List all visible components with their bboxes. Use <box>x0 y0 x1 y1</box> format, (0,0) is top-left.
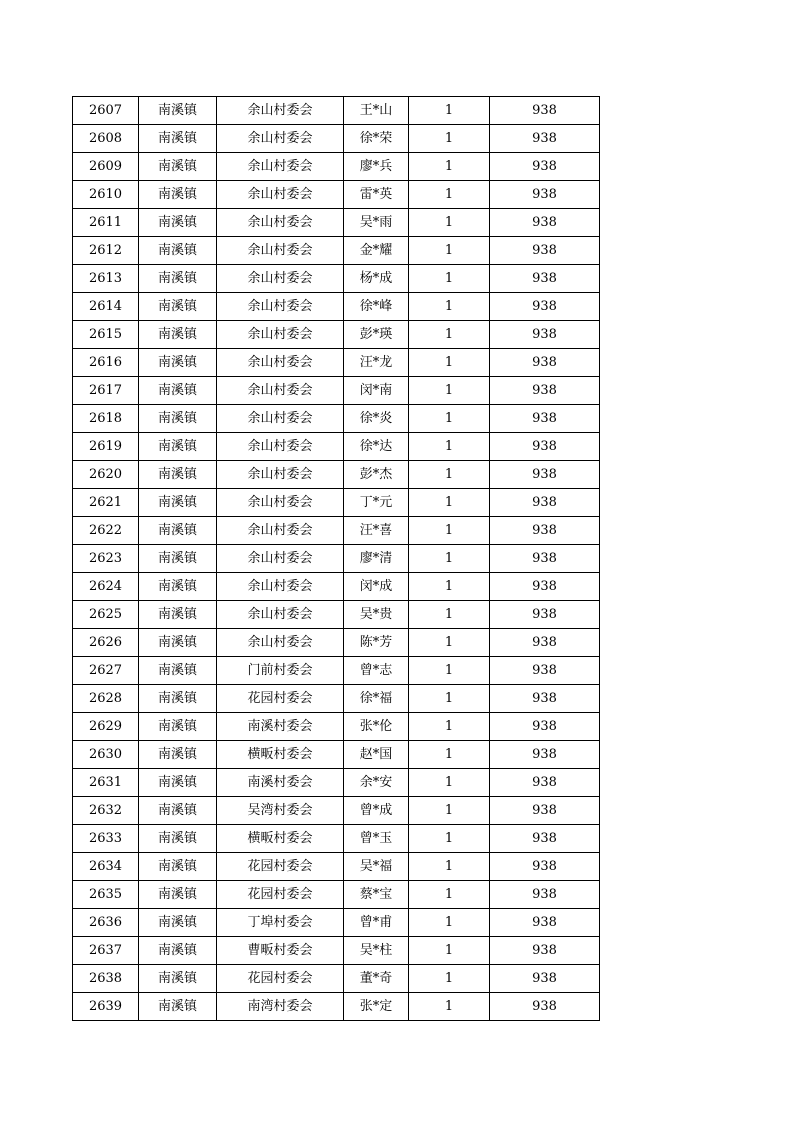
amount-cell: 938 <box>490 433 600 461</box>
amount-cell: 938 <box>490 405 600 433</box>
town-cell: 南溪镇 <box>139 209 217 237</box>
person-name-cell: 汪*龙 <box>344 349 409 377</box>
village-committee-cell: 横畈村委会 <box>217 741 344 769</box>
village-committee-cell: 花园村委会 <box>217 881 344 909</box>
count-cell: 1 <box>409 97 490 125</box>
amount-cell: 938 <box>490 461 600 489</box>
table-row <box>73 881 600 909</box>
village-committee-cell: 南溪村委会 <box>217 769 344 797</box>
village-committee-cell: 余山村委会 <box>217 125 344 153</box>
person-name-cell: 吴*柱 <box>344 937 409 965</box>
table-row <box>73 237 600 265</box>
village-committee-cell: 余山村委会 <box>217 433 344 461</box>
count-cell: 1 <box>409 937 490 965</box>
town-cell: 南溪镇 <box>139 657 217 685</box>
amount-cell: 938 <box>490 601 600 629</box>
row-number-cell: 2624 <box>73 573 139 601</box>
count-cell: 1 <box>409 265 490 293</box>
count-cell: 1 <box>409 881 490 909</box>
row-number-cell: 2638 <box>73 965 139 993</box>
table-row <box>73 965 600 993</box>
count-cell: 1 <box>409 517 490 545</box>
table-row <box>73 349 600 377</box>
person-name-cell: 曾*志 <box>344 657 409 685</box>
table-row <box>73 209 600 237</box>
table-row <box>73 293 600 321</box>
amount-cell: 938 <box>490 209 600 237</box>
amount-cell: 938 <box>490 573 600 601</box>
town-cell: 南溪镇 <box>139 685 217 713</box>
person-name-cell: 董*奇 <box>344 965 409 993</box>
count-cell: 1 <box>409 965 490 993</box>
row-number-cell: 2629 <box>73 713 139 741</box>
person-name-cell: 丁*元 <box>344 489 409 517</box>
town-cell: 南溪镇 <box>139 769 217 797</box>
amount-cell: 938 <box>490 545 600 573</box>
town-cell: 南溪镇 <box>139 881 217 909</box>
person-name-cell: 张*伦 <box>344 713 409 741</box>
town-cell: 南溪镇 <box>139 265 217 293</box>
amount-cell: 938 <box>490 181 600 209</box>
table-row <box>73 153 600 181</box>
amount-cell: 938 <box>490 293 600 321</box>
table-row <box>73 405 600 433</box>
town-cell: 南溪镇 <box>139 377 217 405</box>
amount-cell: 938 <box>490 937 600 965</box>
amount-cell: 938 <box>490 97 600 125</box>
table-row <box>73 797 600 825</box>
count-cell: 1 <box>409 209 490 237</box>
row-number-cell: 2607 <box>73 97 139 125</box>
row-number-cell: 2618 <box>73 405 139 433</box>
table-row <box>73 629 600 657</box>
person-name-cell: 吴*贵 <box>344 601 409 629</box>
row-number-cell: 2630 <box>73 741 139 769</box>
village-committee-cell: 余山村委会 <box>217 265 344 293</box>
town-cell: 南溪镇 <box>139 573 217 601</box>
count-cell: 1 <box>409 405 490 433</box>
count-cell: 1 <box>409 769 490 797</box>
town-cell: 南溪镇 <box>139 993 217 1021</box>
village-committee-cell: 余山村委会 <box>217 461 344 489</box>
row-number-cell: 2627 <box>73 657 139 685</box>
table-row <box>73 545 600 573</box>
table-row <box>73 657 600 685</box>
row-number-cell: 2631 <box>73 769 139 797</box>
table-row <box>73 125 600 153</box>
row-number-cell: 2621 <box>73 489 139 517</box>
row-number-cell: 2609 <box>73 153 139 181</box>
row-number-cell: 2625 <box>73 601 139 629</box>
table-row <box>73 825 600 853</box>
row-number-cell: 2636 <box>73 909 139 937</box>
row-number-cell: 2619 <box>73 433 139 461</box>
amount-cell: 938 <box>490 265 600 293</box>
village-committee-cell: 余山村委会 <box>217 517 344 545</box>
town-cell: 南溪镇 <box>139 629 217 657</box>
town-cell: 南溪镇 <box>139 601 217 629</box>
village-committee-cell: 余山村委会 <box>217 489 344 517</box>
row-number-cell: 2613 <box>73 265 139 293</box>
count-cell: 1 <box>409 377 490 405</box>
row-number-cell: 2617 <box>73 377 139 405</box>
row-number-cell: 2635 <box>73 881 139 909</box>
count-cell: 1 <box>409 153 490 181</box>
person-name-cell: 陈*芳 <box>344 629 409 657</box>
table-row <box>73 433 600 461</box>
village-committee-cell: 余山村委会 <box>217 181 344 209</box>
town-cell: 南溪镇 <box>139 517 217 545</box>
row-number-cell: 2614 <box>73 293 139 321</box>
amount-cell: 938 <box>490 517 600 545</box>
row-number-cell: 2626 <box>73 629 139 657</box>
amount-cell: 938 <box>490 657 600 685</box>
town-cell: 南溪镇 <box>139 97 217 125</box>
table-row <box>73 489 600 517</box>
village-committee-cell: 余山村委会 <box>217 545 344 573</box>
village-committee-cell: 余山村委会 <box>217 573 344 601</box>
village-committee-cell: 门前村委会 <box>217 657 344 685</box>
town-cell: 南溪镇 <box>139 321 217 349</box>
row-number-cell: 2612 <box>73 237 139 265</box>
amount-cell: 938 <box>490 713 600 741</box>
count-cell: 1 <box>409 657 490 685</box>
table-row <box>73 909 600 937</box>
town-cell: 南溪镇 <box>139 433 217 461</box>
amount-cell: 938 <box>490 881 600 909</box>
person-name-cell: 杨*成 <box>344 265 409 293</box>
count-cell: 1 <box>409 601 490 629</box>
town-cell: 南溪镇 <box>139 181 217 209</box>
village-committee-cell: 余山村委会 <box>217 349 344 377</box>
amount-cell: 938 <box>490 153 600 181</box>
row-number-cell: 2615 <box>73 321 139 349</box>
count-cell: 1 <box>409 125 490 153</box>
town-cell: 南溪镇 <box>139 909 217 937</box>
village-committee-cell: 曹畈村委会 <box>217 937 344 965</box>
town-cell: 南溪镇 <box>139 237 217 265</box>
count-cell: 1 <box>409 573 490 601</box>
town-cell: 南溪镇 <box>139 545 217 573</box>
row-number-cell: 2616 <box>73 349 139 377</box>
person-name-cell: 吴*福 <box>344 853 409 881</box>
row-number-cell: 2620 <box>73 461 139 489</box>
town-cell: 南溪镇 <box>139 797 217 825</box>
town-cell: 南溪镇 <box>139 853 217 881</box>
person-name-cell: 徐*炎 <box>344 405 409 433</box>
village-committee-cell: 余山村委会 <box>217 321 344 349</box>
person-name-cell: 曾*成 <box>344 797 409 825</box>
amount-cell: 938 <box>490 685 600 713</box>
town-cell: 南溪镇 <box>139 461 217 489</box>
count-cell: 1 <box>409 993 490 1021</box>
village-committee-cell: 花园村委会 <box>217 853 344 881</box>
table-row <box>73 265 600 293</box>
village-committee-cell: 余山村委会 <box>217 293 344 321</box>
person-name-cell: 蔡*宝 <box>344 881 409 909</box>
row-number-cell: 2632 <box>73 797 139 825</box>
row-number-cell: 2622 <box>73 517 139 545</box>
person-name-cell: 徐*达 <box>344 433 409 461</box>
row-number-cell: 2611 <box>73 209 139 237</box>
person-name-cell: 汪*喜 <box>344 517 409 545</box>
town-cell: 南溪镇 <box>139 153 217 181</box>
table-row <box>73 461 600 489</box>
amount-cell: 938 <box>490 377 600 405</box>
count-cell: 1 <box>409 489 490 517</box>
town-cell: 南溪镇 <box>139 293 217 321</box>
subsidy-roster-table <box>72 96 600 1021</box>
person-name-cell: 曾*玉 <box>344 825 409 853</box>
row-number-cell: 2634 <box>73 853 139 881</box>
person-name-cell: 余*安 <box>344 769 409 797</box>
town-cell: 南溪镇 <box>139 125 217 153</box>
table-row <box>73 741 600 769</box>
amount-cell: 938 <box>490 489 600 517</box>
amount-cell: 938 <box>490 629 600 657</box>
person-name-cell: 雷*英 <box>344 181 409 209</box>
village-committee-cell: 花园村委会 <box>217 965 344 993</box>
table-row <box>73 853 600 881</box>
table-row <box>73 769 600 797</box>
amount-cell: 938 <box>490 125 600 153</box>
town-cell: 南溪镇 <box>139 349 217 377</box>
row-number-cell: 2639 <box>73 993 139 1021</box>
count-cell: 1 <box>409 629 490 657</box>
row-number-cell: 2628 <box>73 685 139 713</box>
amount-cell: 938 <box>490 797 600 825</box>
count-cell: 1 <box>409 685 490 713</box>
amount-cell: 938 <box>490 825 600 853</box>
count-cell: 1 <box>409 741 490 769</box>
village-committee-cell: 横畈村委会 <box>217 825 344 853</box>
village-committee-cell: 余山村委会 <box>217 601 344 629</box>
count-cell: 1 <box>409 713 490 741</box>
town-cell: 南溪镇 <box>139 405 217 433</box>
count-cell: 1 <box>409 797 490 825</box>
village-committee-cell: 南湾村委会 <box>217 993 344 1021</box>
town-cell: 南溪镇 <box>139 489 217 517</box>
village-committee-cell: 余山村委会 <box>217 237 344 265</box>
amount-cell: 938 <box>490 741 600 769</box>
town-cell: 南溪镇 <box>139 741 217 769</box>
amount-cell: 938 <box>490 993 600 1021</box>
town-cell: 南溪镇 <box>139 825 217 853</box>
person-name-cell: 闵*成 <box>344 573 409 601</box>
table-row <box>73 713 600 741</box>
amount-cell: 938 <box>490 965 600 993</box>
table-row <box>73 517 600 545</box>
village-committee-cell: 余山村委会 <box>217 629 344 657</box>
person-name-cell: 徐*荣 <box>344 125 409 153</box>
town-cell: 南溪镇 <box>139 937 217 965</box>
table-body <box>73 97 600 1021</box>
person-name-cell: 赵*国 <box>344 741 409 769</box>
person-name-cell: 彭*瑛 <box>344 321 409 349</box>
person-name-cell: 曾*甫 <box>344 909 409 937</box>
person-name-cell: 金*耀 <box>344 237 409 265</box>
village-committee-cell: 余山村委会 <box>217 377 344 405</box>
count-cell: 1 <box>409 825 490 853</box>
table-row <box>73 993 600 1021</box>
table-row <box>73 573 600 601</box>
amount-cell: 938 <box>490 909 600 937</box>
person-name-cell: 闵*南 <box>344 377 409 405</box>
table-row <box>73 601 600 629</box>
row-number-cell: 2633 <box>73 825 139 853</box>
amount-cell: 938 <box>490 321 600 349</box>
table-row <box>73 685 600 713</box>
row-number-cell: 2637 <box>73 937 139 965</box>
count-cell: 1 <box>409 237 490 265</box>
row-number-cell: 2610 <box>73 181 139 209</box>
person-name-cell: 廖*兵 <box>344 153 409 181</box>
count-cell: 1 <box>409 853 490 881</box>
person-name-cell: 张*定 <box>344 993 409 1021</box>
table-row <box>73 937 600 965</box>
town-cell: 南溪镇 <box>139 965 217 993</box>
person-name-cell: 徐*峰 <box>344 293 409 321</box>
count-cell: 1 <box>409 181 490 209</box>
amount-cell: 938 <box>490 853 600 881</box>
village-committee-cell: 南溪村委会 <box>217 713 344 741</box>
table-row <box>73 181 600 209</box>
person-name-cell: 彭*杰 <box>344 461 409 489</box>
table-row <box>73 97 600 125</box>
village-committee-cell: 花园村委会 <box>217 685 344 713</box>
count-cell: 1 <box>409 321 490 349</box>
village-committee-cell: 丁埠村委会 <box>217 909 344 937</box>
count-cell: 1 <box>409 293 490 321</box>
count-cell: 1 <box>409 349 490 377</box>
person-name-cell: 徐*福 <box>344 685 409 713</box>
village-committee-cell: 余山村委会 <box>217 153 344 181</box>
amount-cell: 938 <box>490 769 600 797</box>
person-name-cell: 廖*清 <box>344 545 409 573</box>
village-committee-cell: 吴湾村委会 <box>217 797 344 825</box>
amount-cell: 938 <box>490 349 600 377</box>
count-cell: 1 <box>409 461 490 489</box>
count-cell: 1 <box>409 433 490 461</box>
table-row <box>73 321 600 349</box>
village-committee-cell: 余山村委会 <box>217 97 344 125</box>
count-cell: 1 <box>409 545 490 573</box>
village-committee-cell: 余山村委会 <box>217 209 344 237</box>
village-committee-cell: 余山村委会 <box>217 405 344 433</box>
amount-cell: 938 <box>490 237 600 265</box>
person-name-cell: 王*山 <box>344 97 409 125</box>
town-cell: 南溪镇 <box>139 713 217 741</box>
count-cell: 1 <box>409 909 490 937</box>
row-number-cell: 2623 <box>73 545 139 573</box>
row-number-cell: 2608 <box>73 125 139 153</box>
person-name-cell: 吴*雨 <box>344 209 409 237</box>
table-row <box>73 377 600 405</box>
